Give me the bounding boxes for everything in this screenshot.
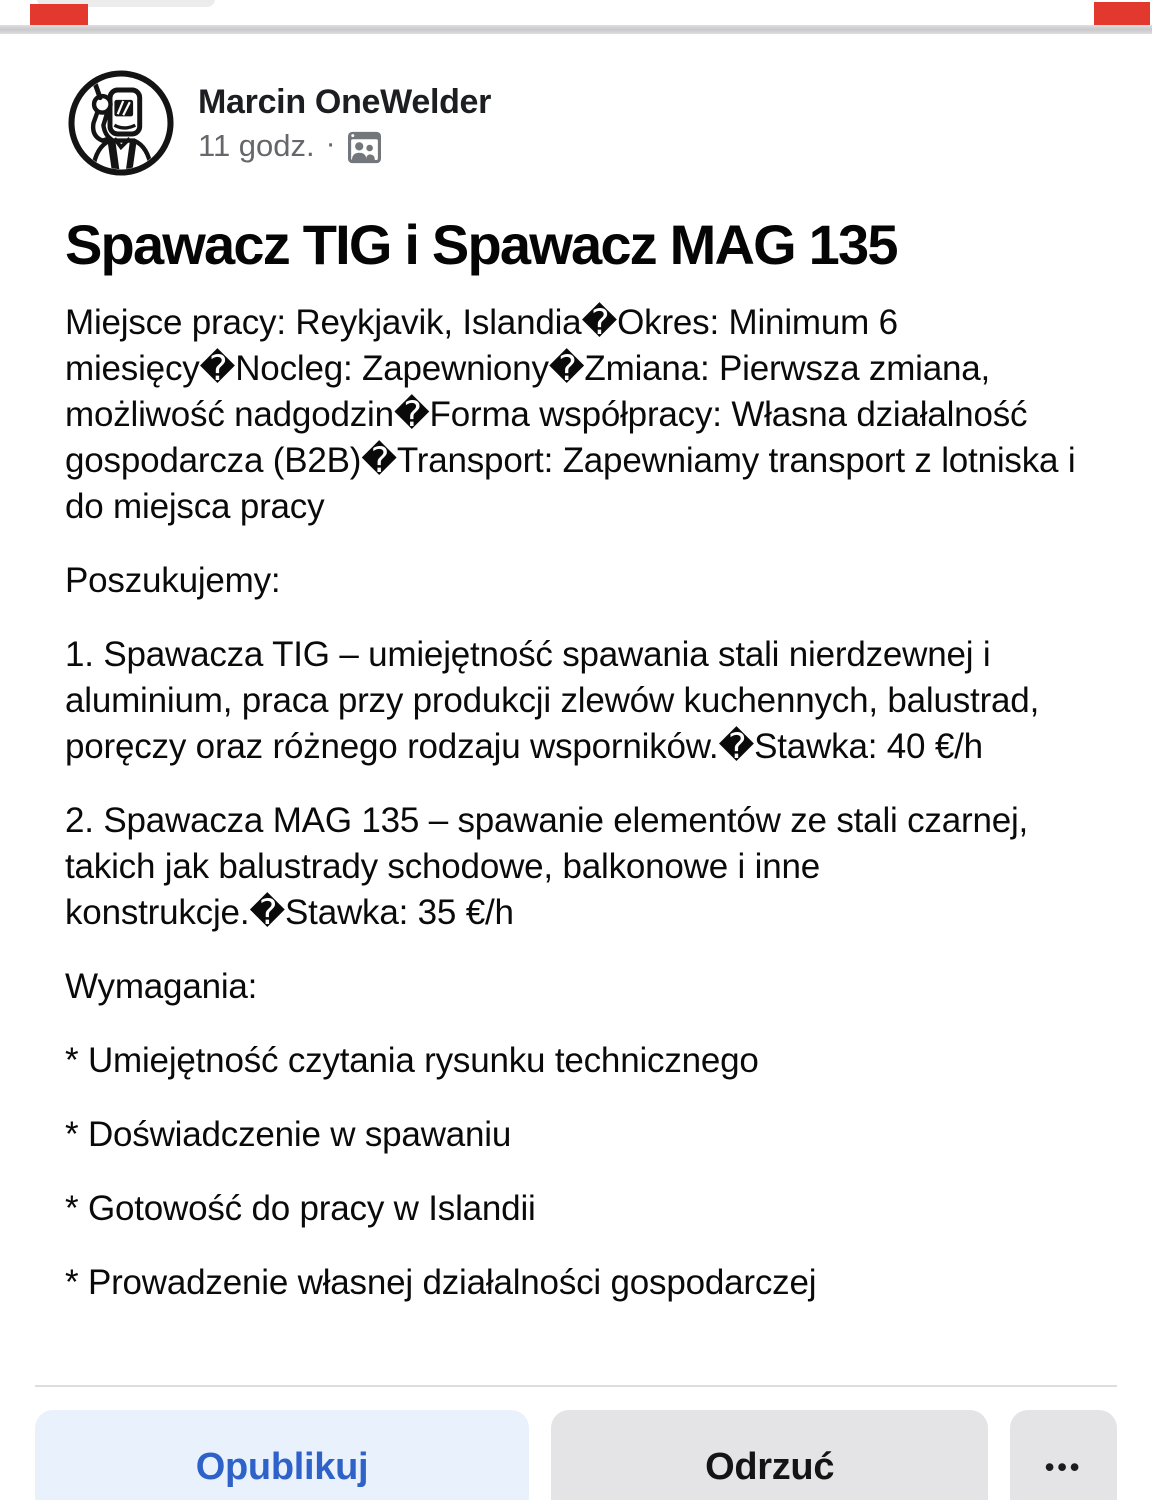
post-header [66, 68, 491, 178]
post-paragraph: Poszukujemy: [65, 561, 281, 600]
footer-divider [35, 1385, 1117, 1387]
action-bar [35, 1410, 1117, 1500]
post-paragraph: Miejsce pracy: Reykjavik, Islandia�Okres: Minimum 6 miesięcy�Nocleg: Zapewniony�Zmiana: Pierwsza zmiana, możliwość nadgodzin�Forma współpracy: Własna działalność gospodarcza (B2B)�Transport: Zapewniamy transport z lotniska i do miejsca pracy [65, 303, 1076, 526]
post-paragraph: * Gotowość do pracy w Islandii [65, 1189, 536, 1228]
publish-button[interactable]: Opublikuj [35, 1410, 529, 1500]
post-meta [198, 128, 491, 164]
post-title: Spawacz TIG i Spawacz MAG 135 [65, 213, 897, 276]
post-paragraph: 2. Spawacza MAG 135 – spawanie elementów ze stali czarnej, takich jak balustrady schodowe, balkonowe i inne konstrukcje.�Stawka: 35 €/h [65, 801, 1029, 932]
post-paragraph: * Umiejętność czytania rysunku technicznego [65, 1041, 759, 1080]
post-paragraph: Wymagania: [65, 967, 258, 1006]
post-paragraph: * Doświadczenie w spawaniu [65, 1115, 512, 1154]
post-body [65, 300, 1087, 1334]
reject-button[interactable]: Odrzuć [551, 1410, 988, 1500]
author-name[interactable]: Marcin OneWelder [198, 82, 492, 121]
welder-avatar-icon[interactable] [66, 68, 176, 178]
more-options-button[interactable]: ••• [1010, 1410, 1117, 1500]
post-header-text [198, 82, 491, 165]
group-members-icon [347, 131, 382, 164]
status-divider-band [0, 25, 1152, 34]
post-paragraph: * Prowadzenie własnej działalności gospodarczej [65, 1263, 817, 1302]
meta-separator: · [325, 127, 336, 161]
post-paragraph: 1. Spawacza TIG – umiejętność spawania stali nierdzewnej i aluminium, praca przy produkcji zlewów kuchennych, balustrad, poręczy oraz różnego rodzaju wsporników.�Stawka: 40 €/h [65, 635, 1040, 766]
post-timestamp: 11 godz. [198, 128, 315, 164]
